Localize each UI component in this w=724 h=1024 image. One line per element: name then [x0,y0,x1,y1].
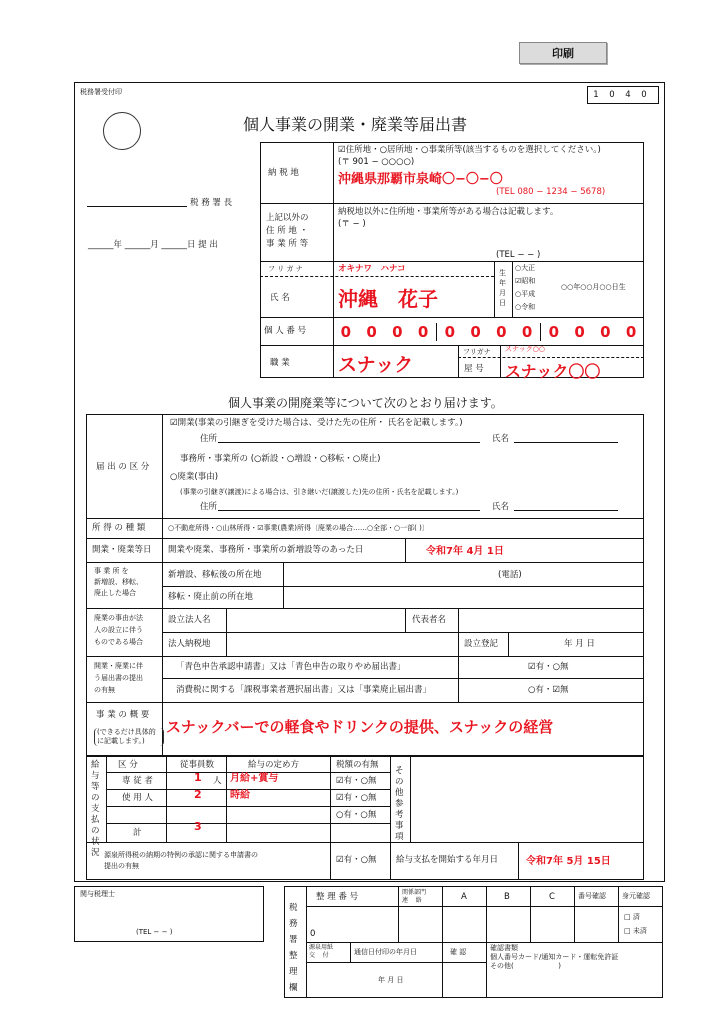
kaigyo-date: 令和7年 4月 1日 [426,546,504,557]
zeirishi-tel: (TEL − − ) [136,928,173,936]
other-tel: (TEL − − ) [496,250,541,260]
body-table [86,414,644,756]
era-option-heisei[interactable]: ○平成 [515,290,536,298]
kaigyo-shimei-line [514,442,618,443]
salary-row1-tax[interactable]: ☑有・○無 [336,776,377,786]
mynumber-label: 個 人 番 号 [264,326,307,336]
salary-total-label: 計 [133,828,142,838]
col-c: C [549,892,555,902]
salary-header-method: 給与の定め方 [248,760,300,770]
kaigyo-option[interactable]: ☑開業(事業の引継ぎを受けた場合は、受けた先の住所・ 氏名を記載します。) [170,418,463,428]
kubun-label: 届 出 の 区 分 [96,462,150,472]
print-button[interactable]: 印刷 [519,42,607,64]
yago-label: 屋 号 [464,364,484,374]
haigyo-shimei-line [514,510,618,511]
haigyo-option[interactable]: ○廃業(事由) [170,472,219,482]
salary-header-tax: 税額の有無 [336,760,379,770]
gaiyo-value: スナックバーでの軽食やドリンクの提供、スナックの経営 [166,718,554,736]
date-label: 開業・廃業等日 [92,545,152,555]
jigyosho-options[interactable]: 事務所・事業所の (○新設・○増設・○移転・○廃止) [180,454,381,464]
furigana-value: オキナワ ハナコ [338,264,406,274]
todoke-label: 開業・廃業に伴 う届出書の提出 の有無 [94,662,143,694]
occupation-label: 職 業 [270,358,290,368]
setsuritsu-date: 年 月 日 [564,639,595,649]
bango-kakunin-label: 番号確認 [578,892,606,900]
salary-start-label: 給与支払を開始する年月日 [396,855,499,865]
postal-code: (〒 901 − ○○○○) [338,157,415,167]
salary-start-value: 令和7年 5月 15日 [526,856,611,867]
hojin-name-label: 設立法人名 [168,615,211,625]
misumi-checkbox[interactable]: □ 未済 [624,927,647,935]
yago-furigana-value: スナック○○ [505,345,545,353]
occupation-value: スナック [338,354,414,376]
haigyo-jusho-label: 住所 [200,502,218,512]
seiri-bango-label: 整 理 番 号 [316,892,359,902]
name-value: 沖縄 花子 [338,287,438,311]
haigyo-shimei-label: 氏名 [492,502,510,512]
shotoku-options[interactable]: ○不動産所得・○山林所得・☑事業(農業)所得〔廃業の場合……○全部・○一部( )〕 [168,524,429,532]
era-option-showa[interactable]: ☑昭和 [515,277,536,285]
tokurei-value[interactable]: ☑有・○無 [336,855,377,865]
form-code: 1 0 4 0 [587,86,659,104]
other-notes-label: その他参考事項 [395,766,404,842]
haigyo-jusho-line [218,510,480,511]
era-option-reiwa[interactable]: ○令和 [515,303,536,311]
aoiro-value[interactable]: ☑有・○無 [528,662,569,672]
stamp-label: 税務署受付印 [80,88,122,96]
shohi-label: 消費税に関する「課税事業者選択届出書」又は「事業廃止届出書」 [176,685,432,695]
hojin-noze-label: 法人納税地 [168,639,211,649]
shinsetsu-label: 新増設、移転後の所在地 [168,570,262,580]
salary-header-count: 従事員数 [180,760,215,770]
salary-row1-kubun: 専 従 者 [122,776,153,786]
zeirishi-label: 関与税理士 [80,890,115,898]
haigyo-note: (事業の引継ぎ(譲渡)による場合は、引き継いだ(譲渡した)先の住所・氏名を記載します。) [180,488,459,496]
tax-office-suffix: 税 務 署 長 [190,198,233,208]
col-b: B [504,892,510,902]
yago-value: スナック〇〇 [505,362,601,381]
noze-label: 納 税 地 [268,168,299,178]
furigana-label: フ リ ガ ナ [268,265,303,273]
tsushin-ymd: 年 月 日 [378,976,404,984]
other-postal: (〒 − ) [338,219,366,229]
subtitle: 個人事業の開廃業等について次のとおり届けます。 [228,396,503,410]
sumi-checkbox[interactable]: □ 済 [624,913,640,921]
gaiyo-label: 事 業 の 概 要 [96,710,150,720]
col-a: A [461,892,467,902]
era-option-taisho[interactable]: ○大正 [515,264,536,272]
salary-row2-kubun: 使 用 人 [122,793,153,803]
salary-row2-tax[interactable]: ☑有・○無 [336,793,377,803]
salary-total-count: 3 [194,820,202,833]
other-address-label: 上記以外の 住 所 地 ・ 事 業 所 等 [266,213,309,249]
seiri-zero: 0 [310,929,316,939]
birth-date: ○○年○○月○○日生 [561,283,626,291]
salary-row2-count: 2 [194,788,202,801]
hojin-label: 廃業の事由が法 人の設立に伴う ものである場合 [94,614,143,646]
yago-furigana-label: フリガナ [463,348,491,356]
salary-side-label: 給与等の支払の状況 [91,760,100,858]
form-title: 個人事業の開業・廃業等届出書 [243,115,468,134]
kaigyo-jusho-line [218,442,480,443]
setsuritsu-label: 設立登記 [464,639,499,649]
address-type: ☑住所地・○居所地・○事業所等(該当するものを選択してください。) [338,145,601,155]
office-label: 税務署整理欄 [289,903,298,993]
jigyosho-label: 事 業 所 を 新増設、移転、 廃止した場合 [94,567,143,597]
address-value: 沖縄県那覇市泉崎〇−〇−〇 [338,172,503,187]
salary-row2-method: 時給 [230,790,250,801]
salary-header-kubun: 区 分 [118,760,138,770]
birth-label: 生年月日 [499,269,506,307]
daihyo-label: 代表者名 [412,615,447,625]
other-address-note: 納税地以外に住所地・事業所等がある場合は記載します。 [338,207,559,217]
aoiro-label: 「青色申告承認申請書」又は「青色申告の取りやめ届出書」 [176,662,406,672]
shorui-label: 確認書類 個人番号カード/通知カード・運転免許証 その他( ) [490,944,619,970]
yoshi-label: 源泉用紙 交 付 [309,944,334,959]
salary-row1-method: 月給+賞与 [230,773,279,784]
submit-date: ______年 ______月 ______日 提 出 [88,240,218,250]
kankei-label: 関係部門 連 絡 [402,889,427,904]
tel-value: (TEL 080 − 1234 − 5678) [496,187,606,197]
shohi-value[interactable]: ○有・☑無 [528,685,569,695]
tsushin-label: 通信日付印の年月日 [354,948,417,956]
shotoku-label: 所 得 の 種 類 [92,523,146,533]
denwa-label: (電話) [498,570,522,580]
salary-row1-count: 1 [194,771,202,784]
mimoto-label: 身元確認 [622,892,650,900]
date-desc: 開業や廃業、事務所・事業所の新増設等のあった日 [168,545,364,555]
tokurei-label: 源泉所得税の納期の特例の承認に関する申請書の 提出の有無 [104,851,258,870]
salary-row1-unit: 人 [213,776,222,786]
kakunin-label: 確 認 [450,948,467,956]
gaiyo-note: (できるだけ具体的に記載します。) [94,728,164,746]
salary-row3-tax[interactable]: ○有・○無 [336,810,377,820]
name-label: 氏 名 [270,293,290,303]
kaigyo-shimei-label: 氏名 [492,434,510,444]
iten-label: 移転・廃止前の所在地 [168,592,254,602]
mynumber-value: 0 0 0 0 0 0 0 0 0 0 0 0 [340,323,637,341]
tax-office-line [87,206,187,207]
kaigyo-jusho-label: 住所 [200,434,218,444]
reception-stamp [103,112,141,150]
